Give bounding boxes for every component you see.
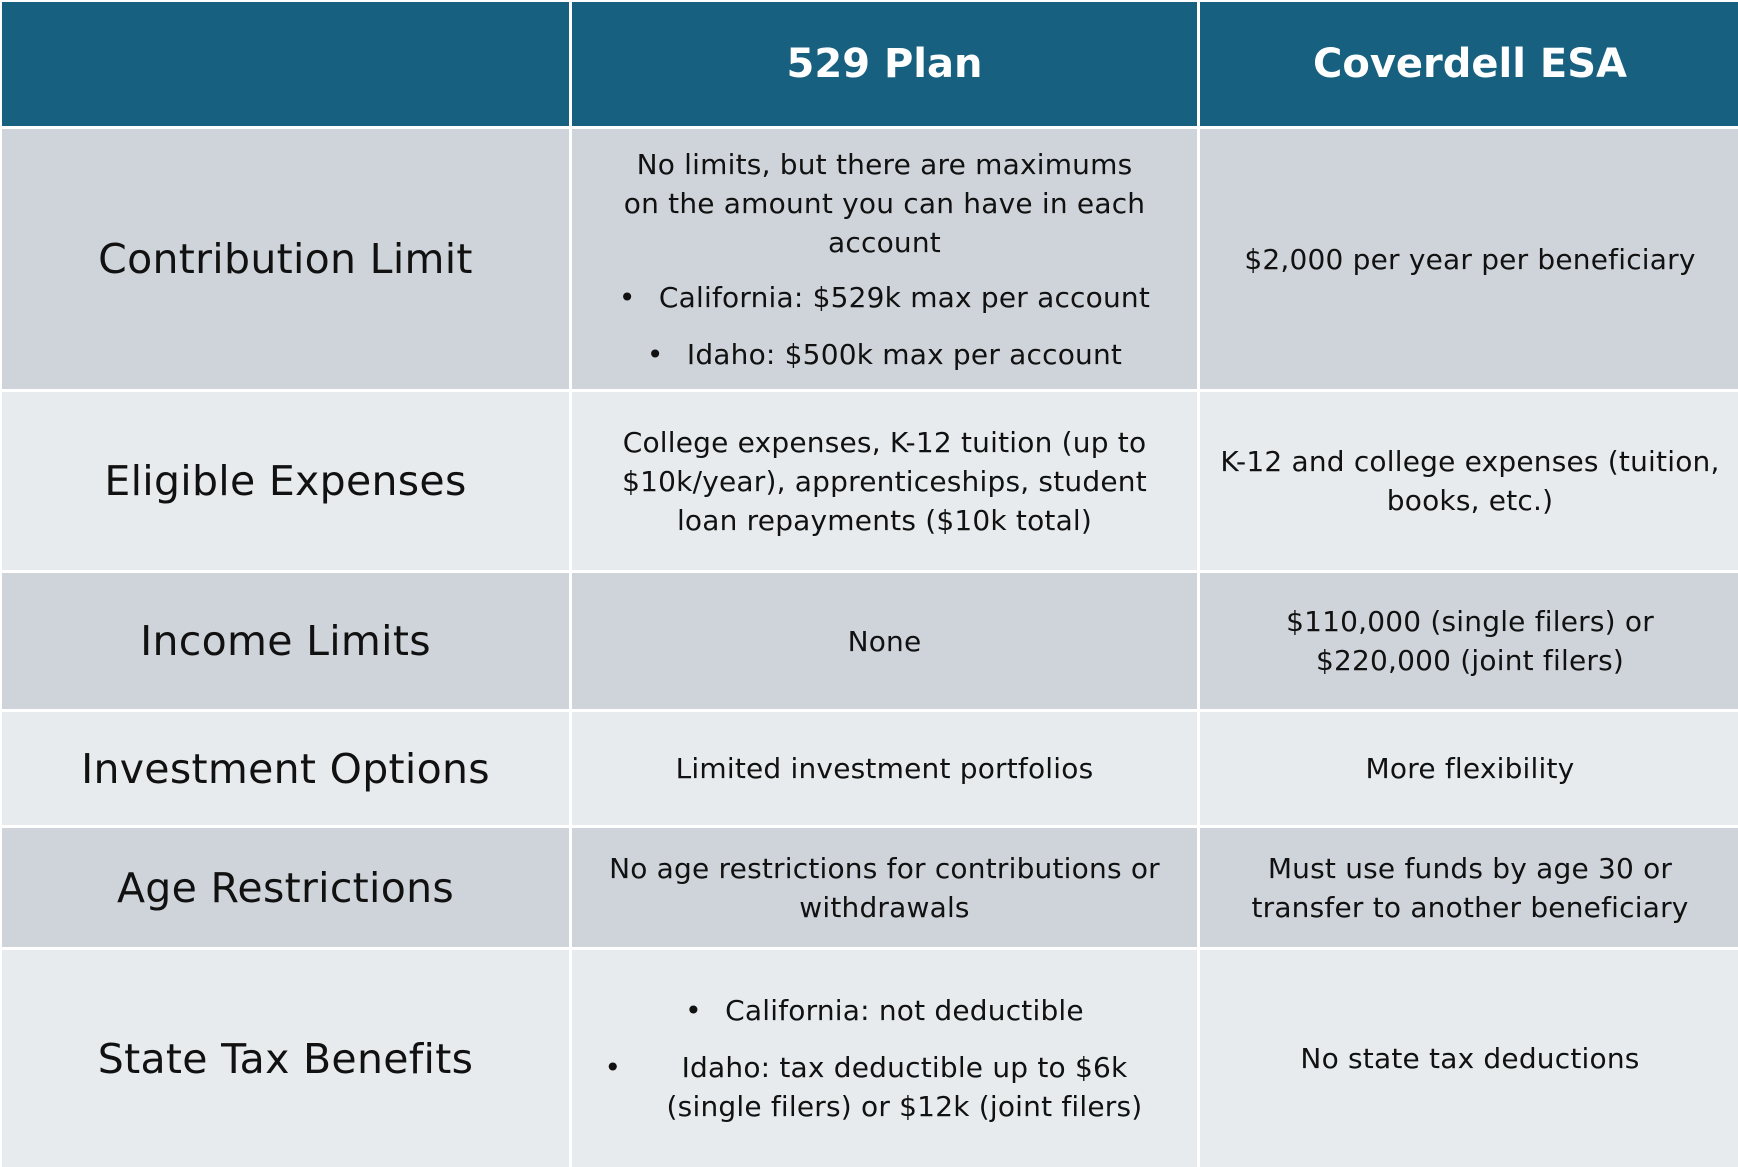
- bullet-text: California: $529k max per account: [658, 280, 1151, 314]
- bullet-dot: •: [618, 280, 636, 314]
- cell-esa-contribution-limit: $2,000 per year per beneficiary: [1200, 129, 1738, 389]
- bullet-item: [595, 1048, 1175, 1126]
- header-coverdell-esa: Coverdell ESA: [1200, 2, 1738, 126]
- cell-529-eligible-expenses: College expenses, K-12 tuition (up to $10k/year), apprenticeships, student loan repayments ($10k total): [572, 392, 1197, 570]
- cell-529-income-limits: None: [572, 573, 1197, 709]
- bullet-dot: •: [685, 994, 702, 1027]
- bullet-item: [595, 991, 1175, 1030]
- row-label-state-tax-benefits: State Tax Benefits: [2, 950, 569, 1167]
- contribution-limit-529-bullets: [619, 278, 1150, 374]
- header-blank-cell: [2, 2, 569, 126]
- row-label-eligible-expenses: Eligible Expenses: [2, 392, 569, 570]
- header-529-plan: 529 Plan: [572, 2, 1197, 126]
- cell-esa-investment-options: More flexibility: [1200, 712, 1738, 825]
- row-label-investment-options: Investment Options: [2, 712, 569, 825]
- bullet-text: Idaho: tax deductible up to $6k (single filers) or $12k (joint filers): [666, 1051, 1143, 1123]
- bullet-dot: •: [646, 337, 664, 371]
- bullet-item: [619, 335, 1150, 374]
- cell-529-contribution-limit: [572, 129, 1197, 389]
- cell-529-investment-options: Limited investment portfolios: [572, 712, 1197, 825]
- state-tax-529-bullets: [595, 991, 1175, 1126]
- cell-esa-income-limits: $110,000 (single filers) or $220,000 (joint filers): [1200, 573, 1738, 709]
- cell-esa-age-restrictions: Must use funds by age 30 or transfer to another beneficiary: [1200, 828, 1738, 947]
- bullet-text: California: not deductible: [725, 994, 1084, 1027]
- row-label-contribution-limit: Contribution Limit: [2, 129, 569, 389]
- bullet-item: [619, 278, 1150, 317]
- bullet-text: Idaho: $500k max per account: [686, 337, 1123, 371]
- bullet-dot: •: [604, 1051, 622, 1084]
- cell-esa-state-tax-benefits: No state tax deductions: [1200, 950, 1738, 1167]
- cell-529-state-tax-benefits: [572, 950, 1197, 1167]
- cell-esa-eligible-expenses: K-12 and college expenses (tuition, books, etc.): [1200, 392, 1738, 570]
- row-label-age-restrictions: Age Restrictions: [2, 828, 569, 947]
- cell-529-age-restrictions: No age restrictions for contributions or withdrawals: [572, 828, 1197, 947]
- contribution-limit-529-text: No limits, but there are maximums on the amount you can have in each account: [623, 147, 1146, 259]
- row-label-income-limits: Income Limits: [2, 573, 569, 709]
